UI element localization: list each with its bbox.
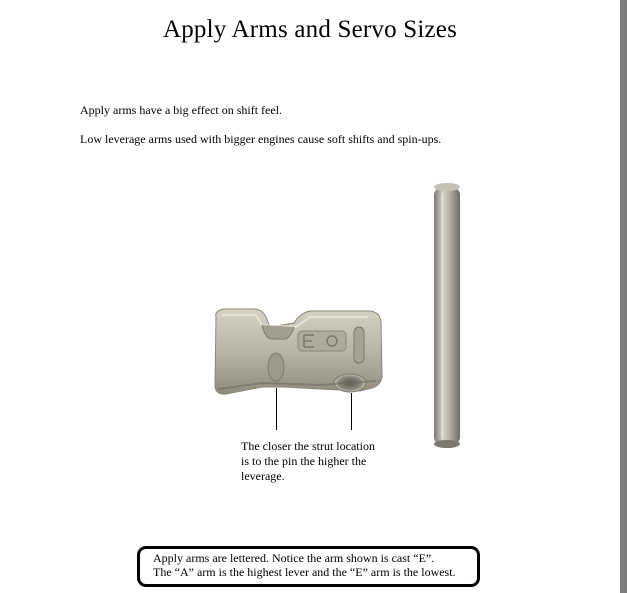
apply-arm-and-pin-photo — [200, 175, 490, 455]
leverage-caption — [241, 439, 391, 484]
page-edge-border — [620, 0, 627, 593]
lettering-note-box — [137, 546, 480, 587]
caption-line: The closer the strut location — [241, 439, 375, 453]
note-line: Apply arms are lettered. Notice the arm shown is cast “E”. — [153, 551, 435, 565]
pin-callout-line — [351, 393, 352, 430]
strut-callout-line — [276, 388, 277, 430]
caption-line: leverage. — [241, 469, 285, 483]
note-line: The “A” arm is the highest lever and the “E” arm is the lowest. — [153, 565, 456, 579]
leverage-paragraph: Low leverage arms used with bigger engines cause soft shifts and spin-ups. — [80, 132, 442, 146]
page-title: Apply Arms and Servo Sizes — [162, 16, 458, 43]
intro-paragraph: Apply arms have a big effect on shift feel. — [80, 103, 283, 117]
pin-image — [434, 183, 460, 448]
apply-arm-image — [215, 309, 382, 394]
caption-line: is to the pin the higher the — [241, 454, 367, 468]
